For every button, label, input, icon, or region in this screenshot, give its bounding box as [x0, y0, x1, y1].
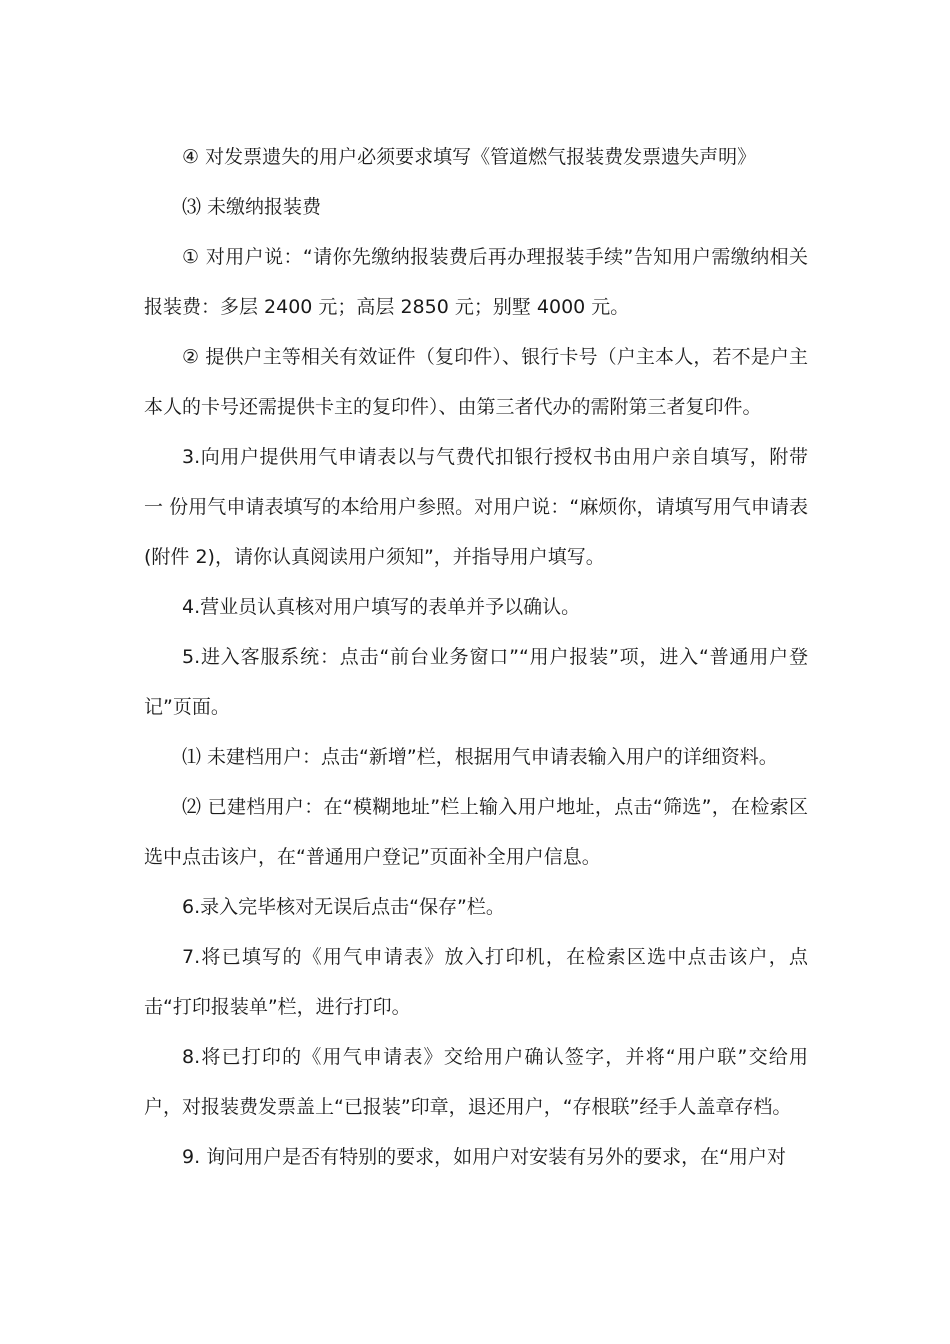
document-body — [144, 132, 808, 1182]
paragraph-step-9: 9. 询问用户是否有特别的要求，如用户对安装有另外的要求，在“用户对 — [182, 1146, 787, 1168]
paragraph-step-6: 6.录入完毕核对无误后点击“保存”栏。 — [182, 896, 505, 918]
paragraph-new-user: ⑴ 未建档用户：点击“新增”栏，根据用气申请表输入用户的详细资料。 — [182, 746, 778, 768]
paragraph-step-7: 7.将已填写的《用气申请表》放入打印机，在检索区选中点击该户，点击“打印报装单”栏，进行打印。 — [144, 946, 808, 1018]
paragraph-fee-notice: ① 对用户说：“请你先缴纳报装费后再办理报装手续”告知用户需缴纳相关报装费：多层 2400 元；高层 2850 元；别墅 4000 元。 — [144, 246, 808, 318]
paragraph-required-documents: ② 提供户主等相关有效证件（复印件）、银行卡号（户主本人，若不是户主本人的卡号还需提供卡主的复印件）、由第三者代办的需附第三者复印件。 — [144, 346, 808, 418]
paragraph-step-3: 3.向用户提供用气申请表以与气费代扣银行授权书由用户亲自填写，附带一 份用气申请表填写的本给用户参照。对用户说：“麻烦你，请填写用气申请表(附件 2)，请你认真阅读用户须知”，并指导用户填写。 — [144, 446, 808, 568]
paragraph-invoice-loss-statement: ④ 对发票遗失的用户必须要求填写《管道燃气报装费发票遗失声明》 — [182, 146, 757, 168]
paragraph-step-4: 4.营业员认真核对用户填写的表单并予以确认。 — [182, 596, 581, 618]
paragraph-existing-user: ⑵ 已建档用户：在“模糊地址”栏上输入用户地址，点击“筛选”，在检索区选中点击该户，在“普通用户登记”页面补全用户信息。 — [144, 796, 808, 868]
paragraph-unpaid-fee-heading: ⑶ 未缴纳报装费 — [182, 196, 322, 218]
paragraph-step-8: 8.将已打印的《用气申请表》交给用户确认签字，并将“用户联”交给用户，对报装费发票盖上“已报装”印章，退还用户，“存根联”经手人盖章存档。 — [144, 1046, 808, 1118]
paragraph-step-5: 5.进入客服系统：点击“前台业务窗口”“用户报装”项，进入“普通用户登记”页面。 — [144, 646, 808, 718]
